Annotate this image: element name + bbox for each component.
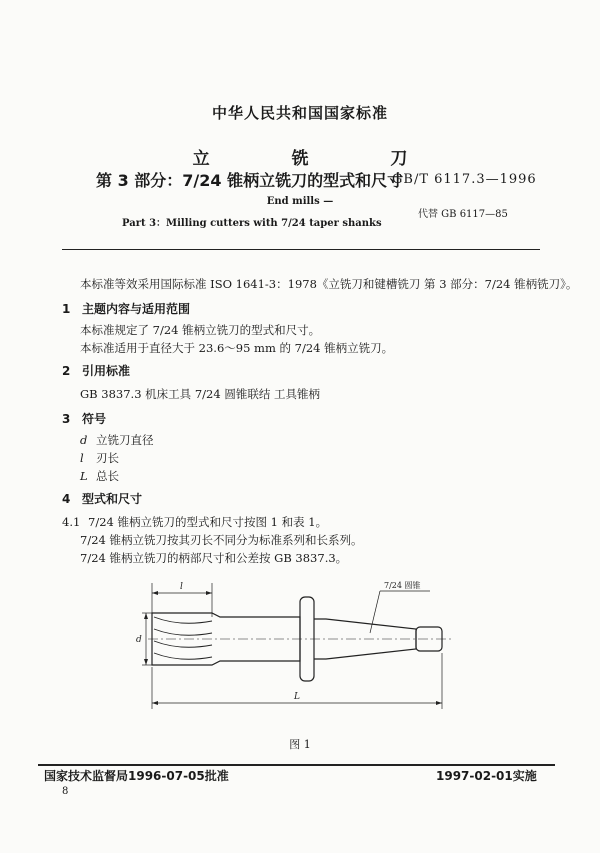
section-4-1-line-3: 7/24 锥柄立铣刀的柄部尺寸和公差按 GB 3837.3。 — [80, 551, 348, 565]
section-1-line-2: 本标准适用于直径大于 23.6～95 mm 的 7/24 锥柄立铣刀。 — [80, 341, 394, 355]
title-en: End mills — — [266, 196, 334, 207]
taper-label: 7/24 圆锥 — [384, 581, 421, 590]
intro-paragraph: 本标准等效采用国际标准 ISO 1641-3：1978《立铣刀和键槽铣刀 第 3 部分：7/24 锥柄铣刀》。 — [80, 277, 578, 291]
section-number: 4 — [62, 492, 71, 506]
section-number: 2 — [62, 364, 71, 378]
leader-line — [370, 591, 380, 633]
section-title: 型式和尺寸 — [82, 492, 143, 506]
dim-label-l: l — [180, 582, 183, 592]
section-1-heading — [62, 300, 190, 317]
section-2-line-1: GB 3837.3 机床工具 7/24 圆锥联结 工具锥柄 — [80, 387, 320, 401]
dim-label-d: d — [136, 635, 142, 645]
replaces-note: 代替 GB 6117—85 — [418, 209, 508, 220]
section-3-heading — [62, 410, 106, 427]
section-title: 主题内容与适用范围 — [82, 302, 191, 316]
section-1-line-1: 本标准规定了 7/24 锥柄立铣刀的型式和尺寸。 — [80, 323, 321, 337]
end-mill-drawing — [136, 575, 470, 725]
symbol-row — [80, 468, 119, 484]
section-title: 符号 — [82, 412, 107, 426]
symbol-row — [80, 450, 119, 466]
symbol-desc: 立铣刀直径 — [96, 433, 154, 447]
subsection-text: 7/24 锥柄立铣刀的型式和尺寸按图 1 和表 1。 — [88, 515, 328, 529]
header-rule — [62, 249, 540, 250]
section-4-1-line-2: 7/24 锥柄立铣刀按其刃长不同分为标准系列和长系列。 — [80, 533, 363, 547]
issued-date: 国家技术监督局1996-07-05批准 — [44, 769, 229, 783]
symbol: l — [80, 451, 84, 465]
effective-date: 1997-02-01实施 — [436, 769, 537, 783]
symbol: d — [80, 433, 88, 447]
title-cn-main: 立 铣 刀 — [192, 149, 446, 169]
section-4-heading — [62, 490, 142, 507]
page-number: 8 — [62, 786, 69, 797]
section-number: 3 — [62, 412, 71, 426]
symbol: L — [80, 469, 88, 483]
subsection-number: 4.1 — [62, 515, 81, 529]
section-2-heading — [62, 362, 130, 379]
national-standard-heading: 中华人民共和国国家标准 — [211, 104, 388, 122]
section-number: 1 — [62, 302, 71, 316]
symbol-desc: 刃长 — [96, 451, 119, 465]
section-4-1-line-1 — [62, 514, 327, 530]
footer-rule — [38, 764, 555, 766]
subtitle-en: Part 3：Milling cutters with 7/24 taper shanks — [122, 218, 382, 229]
section-title: 引用标准 — [82, 364, 131, 378]
figure-caption: 图 1 — [289, 738, 311, 751]
symbol-desc: 总长 — [96, 469, 119, 483]
title-cn-sub: 第 3 部分：7/24 锥柄立铣刀的型式和尺寸 — [96, 171, 404, 190]
dim-label-L: L — [294, 692, 300, 702]
flutes — [154, 617, 212, 659]
standard-number: GB/T 6117.3—1996 — [392, 172, 537, 187]
symbol-row — [80, 432, 154, 448]
